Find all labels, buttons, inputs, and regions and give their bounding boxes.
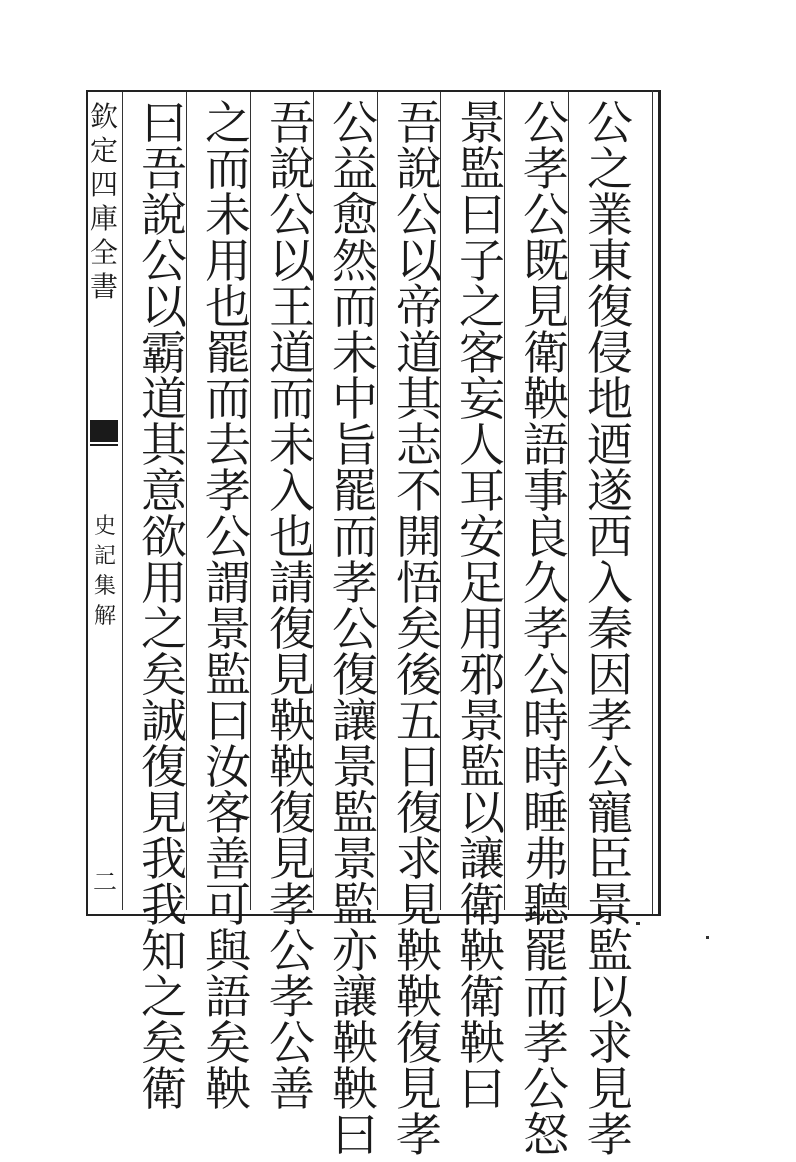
- text-char: 之: [205, 96, 251, 150]
- text-char: 吾: [396, 96, 442, 150]
- margin-book-char: 記: [93, 544, 116, 569]
- text-char: 景: [332, 740, 378, 794]
- text-char: 監: [459, 142, 505, 196]
- text-char: 可: [205, 878, 251, 932]
- text-char: 公: [269, 924, 315, 978]
- text-char: 鞅: [396, 924, 442, 978]
- text-char: 道: [269, 326, 315, 380]
- text-char: 臣: [587, 832, 633, 886]
- text-char: 而: [205, 372, 251, 426]
- text-char: 用: [459, 602, 505, 656]
- fishtail-mark: [90, 420, 118, 442]
- text-char: 其: [396, 372, 442, 426]
- text-char: 公: [587, 96, 633, 150]
- text-char: 復: [269, 602, 315, 656]
- text-column-2: [518, 96, 574, 1162]
- text-char: 以: [587, 970, 633, 1024]
- text-char: 西: [587, 510, 633, 564]
- text-char: 也: [205, 280, 251, 334]
- text-char: 益: [332, 142, 378, 196]
- text-char: 日: [396, 740, 442, 794]
- page-number: 二: [93, 868, 117, 896]
- text-char: 客: [459, 326, 505, 380]
- text-char: 鞅: [269, 740, 315, 794]
- text-char: 之: [587, 142, 633, 196]
- text-char: 之: [141, 970, 187, 1024]
- text-char: 愈: [332, 188, 378, 242]
- text-char: 見: [269, 648, 315, 702]
- text-char: 曰: [141, 96, 187, 150]
- text-char: 善: [269, 1062, 315, 1116]
- text-char: 復: [141, 740, 187, 794]
- text-char: 善: [205, 832, 251, 886]
- text-char: 之: [141, 602, 187, 656]
- text-char: 鞅: [523, 372, 569, 426]
- text-char: 東: [587, 234, 633, 288]
- text-char: 入: [587, 556, 633, 610]
- text-char: 讓: [332, 694, 378, 748]
- text-char: 語: [205, 970, 251, 1024]
- text-column-3: [454, 96, 510, 1116]
- text-char: 孝: [396, 1108, 442, 1162]
- text-column-6: [264, 96, 320, 1116]
- text-column-8: [136, 96, 192, 1116]
- text-char: 鞅: [459, 924, 505, 978]
- text-char: 監: [459, 740, 505, 794]
- text-column-7: [200, 96, 256, 1116]
- text-char: 公: [269, 188, 315, 242]
- text-char: 我: [141, 878, 187, 932]
- text-char: 矣: [205, 1016, 251, 1070]
- text-char: 見: [523, 280, 569, 334]
- text-char: 監: [332, 786, 378, 840]
- text-char: 怒: [523, 1108, 569, 1162]
- text-char: 然: [332, 234, 378, 288]
- text-char: 欲: [141, 510, 187, 564]
- text-char: 用: [205, 234, 251, 288]
- text-char: 旨: [332, 418, 378, 472]
- text-char: 復: [396, 786, 442, 840]
- text-char: 公: [396, 188, 442, 242]
- margin-title-char: 庫: [89, 202, 118, 235]
- text-char: 吾: [269, 96, 315, 150]
- text-char: 志: [396, 418, 442, 472]
- text-char: 矣: [396, 602, 442, 656]
- text-char: 公: [332, 602, 378, 656]
- text-char: 公: [332, 96, 378, 150]
- text-char: 秦: [587, 602, 633, 656]
- text-char: 請: [269, 556, 315, 610]
- text-char: 監: [587, 924, 633, 978]
- text-char: 說: [141, 188, 187, 242]
- text-char: 復: [396, 1016, 442, 1070]
- text-char: 與: [205, 924, 251, 978]
- text-char: 知: [141, 924, 187, 978]
- text-char: 之: [459, 280, 505, 334]
- text-char: 公: [523, 188, 569, 242]
- text-char: 讓: [332, 970, 378, 1024]
- text-char: 孝: [523, 602, 569, 656]
- text-char: 復: [332, 648, 378, 702]
- text-char: 監: [205, 648, 251, 702]
- text-char: 而: [523, 970, 569, 1024]
- text-char: 曰: [332, 1108, 378, 1162]
- text-char: 見: [269, 832, 315, 886]
- text-char: 鞅: [459, 1016, 505, 1070]
- text-column-1: [582, 96, 638, 1162]
- text-char: 客: [205, 786, 251, 840]
- text-char: 公: [587, 740, 633, 794]
- text-char: 聽: [523, 878, 569, 932]
- scan-speck: [636, 922, 640, 925]
- text-char: 汝: [205, 740, 251, 794]
- text-char: 復: [269, 786, 315, 840]
- text-char: 曰: [205, 694, 251, 748]
- text-char: 開: [396, 510, 442, 564]
- text-char: 迺: [587, 418, 633, 472]
- text-char: 五: [396, 694, 442, 748]
- text-char: 道: [141, 372, 187, 426]
- text-char: 未: [205, 188, 251, 242]
- text-char: 以: [269, 234, 315, 288]
- text-char: 公: [523, 96, 569, 150]
- text-char: 去: [205, 418, 251, 472]
- text-char: 而: [205, 142, 251, 196]
- text-column-4: [391, 96, 447, 1162]
- margin-column: [88, 92, 122, 910]
- margin-title-char: 欽: [89, 100, 118, 133]
- text-char: 公: [141, 234, 187, 288]
- text-char: 人: [459, 418, 505, 472]
- text-char: 而: [269, 372, 315, 426]
- text-char: 鞅: [269, 694, 315, 748]
- fishtail-rule: [90, 444, 118, 446]
- margin-title-char: 四: [89, 168, 118, 201]
- text-char: 景: [205, 602, 251, 656]
- text-char: 孝: [523, 142, 569, 196]
- margin-title: [88, 100, 120, 304]
- text-char: 孝: [332, 556, 378, 610]
- text-char: 而: [332, 280, 378, 334]
- text-char: 罷: [332, 464, 378, 518]
- margin-book-char: 解: [93, 604, 116, 629]
- text-char: 以: [396, 234, 442, 288]
- text-char: 事: [523, 464, 569, 518]
- text-char: 吾: [141, 142, 187, 196]
- text-char: 語: [523, 418, 569, 472]
- text-char: 未: [269, 418, 315, 472]
- text-char: 曰: [459, 188, 505, 242]
- text-char: 久: [523, 556, 569, 610]
- text-char: 誠: [141, 694, 187, 748]
- text-char: 見: [141, 786, 187, 840]
- text-char: 景: [332, 832, 378, 886]
- margin-book-char: 史: [93, 514, 116, 539]
- text-char: 見: [396, 1062, 442, 1116]
- text-char: 良: [523, 510, 569, 564]
- text-char: 孝: [587, 1108, 633, 1162]
- text-char: 遂: [587, 464, 633, 518]
- margin-book-title: [90, 512, 120, 632]
- text-char: 帝: [396, 280, 442, 334]
- text-char: 王: [269, 280, 315, 334]
- text-char: 也: [269, 510, 315, 564]
- text-char: 見: [396, 878, 442, 932]
- text-char: 侵: [587, 326, 633, 380]
- text-char: 說: [396, 142, 442, 196]
- text-char: 罷: [523, 924, 569, 978]
- text-char: 寵: [587, 786, 633, 840]
- text-char: 衛: [459, 970, 505, 1024]
- text-char: 妄: [459, 372, 505, 426]
- text-char: 業: [587, 188, 633, 242]
- text-char: 睡: [523, 786, 569, 840]
- text-char: 以: [141, 280, 187, 334]
- text-char: 既: [523, 234, 569, 288]
- frame-inner-rule: [652, 90, 653, 914]
- text-char: 意: [141, 464, 187, 518]
- text-char: 中: [332, 372, 378, 426]
- text-char: 時: [523, 694, 569, 748]
- text-char: 說: [269, 142, 315, 196]
- text-char: 子: [459, 234, 505, 288]
- text-char: 亦: [332, 924, 378, 978]
- margin-title-char: 書: [89, 270, 118, 303]
- text-char: 因: [587, 648, 633, 702]
- text-char: 悟: [396, 556, 442, 610]
- text-char: 其: [141, 418, 187, 472]
- text-char: 後: [396, 648, 442, 702]
- text-char: 入: [269, 464, 315, 518]
- text-char: 求: [396, 832, 442, 886]
- text-char: 景: [459, 694, 505, 748]
- text-char: 公: [205, 510, 251, 564]
- text-char: 衛: [141, 1062, 187, 1116]
- text-char: 用: [141, 556, 187, 610]
- margin-title-char: 定: [89, 134, 118, 167]
- text-char: 公: [523, 1062, 569, 1116]
- text-char: 鞅: [332, 1016, 378, 1070]
- text-char: 罷: [205, 326, 251, 380]
- text-char: 地: [587, 372, 633, 426]
- text-char: 景: [587, 878, 633, 932]
- scan-speck: [706, 936, 709, 939]
- text-char: 孝: [587, 694, 633, 748]
- text-char: 道: [396, 326, 442, 380]
- text-char: 霸: [141, 326, 187, 380]
- text-char: 孝: [523, 1016, 569, 1070]
- text-char: 讓: [459, 832, 505, 886]
- margin-title-char: 全: [89, 236, 118, 269]
- text-char: 不: [396, 464, 442, 518]
- margin-book-char: 集: [93, 574, 116, 599]
- text-char: 孝: [205, 464, 251, 518]
- text-char: 以: [459, 786, 505, 840]
- text-char: 矣: [141, 1016, 187, 1070]
- text-char: 景: [459, 96, 505, 150]
- text-char: 公: [523, 648, 569, 702]
- text-char: 求: [587, 1016, 633, 1070]
- text-char: 復: [587, 280, 633, 334]
- text-char: 安: [459, 510, 505, 564]
- text-char: 未: [332, 326, 378, 380]
- text-column-5: [327, 96, 383, 1162]
- text-char: 鞅: [332, 1062, 378, 1116]
- text-char: 邪: [459, 648, 505, 702]
- text-char: 我: [141, 832, 187, 886]
- text-char: 耳: [459, 464, 505, 518]
- text-char: 而: [332, 510, 378, 564]
- text-char: 謂: [205, 556, 251, 610]
- column-rule: [122, 92, 123, 910]
- text-char: 衛: [523, 326, 569, 380]
- text-char: 孝: [269, 970, 315, 1024]
- text-char: 足: [459, 556, 505, 610]
- text-char: 衛: [459, 878, 505, 932]
- text-char: 矣: [141, 648, 187, 702]
- text-char: 弗: [523, 832, 569, 886]
- text-char: 孝: [269, 878, 315, 932]
- text-char: 鞅: [205, 1062, 251, 1116]
- text-char: 曰: [459, 1062, 505, 1116]
- text-char: 見: [587, 1062, 633, 1116]
- text-char: 監: [332, 878, 378, 932]
- text-char: 時: [523, 740, 569, 794]
- text-char: 公: [269, 1016, 315, 1070]
- text-char: 鞅: [396, 970, 442, 1024]
